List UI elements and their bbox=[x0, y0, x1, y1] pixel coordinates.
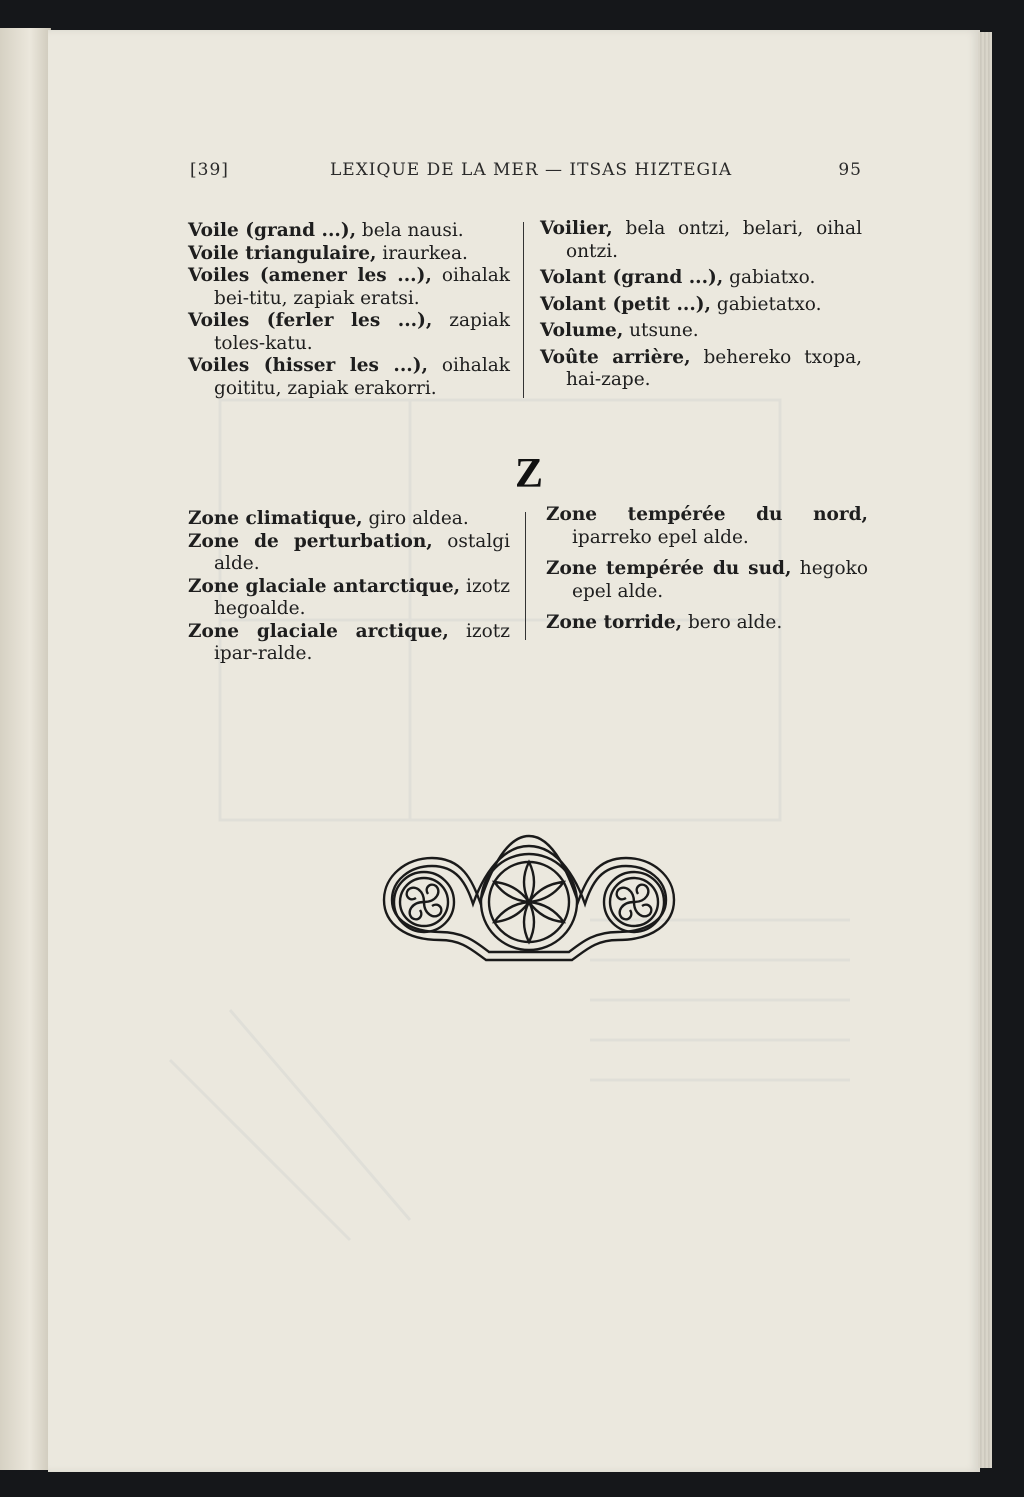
entry-term: Voiles (hisser les ...), bbox=[188, 355, 428, 376]
entry-term: Zone tempérée du nord, bbox=[546, 504, 868, 525]
entry-definition: izotz ipar-ralde. bbox=[214, 620, 510, 664]
entry-term: Zone de perturbation, bbox=[188, 530, 433, 552]
running-title: LEXIQUE DE LA MER — ITSAS HIZTEGIA bbox=[330, 160, 733, 180]
column-divider bbox=[525, 512, 526, 640]
entry-definition: zapiak toles-katu. bbox=[214, 310, 511, 354]
v-right-column bbox=[540, 218, 862, 392]
book-spine bbox=[0, 28, 51, 1470]
entry-definition: iraurkea. bbox=[376, 242, 468, 264]
entry bbox=[540, 320, 862, 343]
entry-term: Voiles (amener les ...), bbox=[188, 265, 432, 286]
section-letter: Z bbox=[515, 451, 544, 497]
entry bbox=[540, 218, 862, 263]
entry-term: Volume, bbox=[540, 320, 624, 341]
entry-definition: hegoko epel alde. bbox=[572, 558, 868, 602]
entry-definition: iparreko epel alde. bbox=[572, 526, 749, 548]
entry-term: Voûte arrière, bbox=[540, 346, 691, 368]
entry bbox=[188, 621, 510, 666]
entry bbox=[188, 576, 510, 621]
entry bbox=[188, 531, 510, 576]
entry-definition: izotz hegoalde. bbox=[214, 575, 511, 619]
entry bbox=[546, 504, 868, 549]
running-header bbox=[190, 160, 862, 184]
entry-definition: behereko txopa, hai-zape. bbox=[566, 346, 862, 390]
entry-definition: oihalak goititu, zapiak erakorri. bbox=[214, 355, 510, 399]
entry-term: Volant (petit ...), bbox=[540, 293, 711, 315]
column-divider bbox=[523, 222, 524, 398]
show-through-illustration bbox=[110, 360, 900, 1260]
entry bbox=[188, 355, 510, 400]
entry bbox=[188, 220, 510, 243]
entry-term: Zone tempérée du sud, bbox=[546, 558, 792, 579]
z-right-column bbox=[546, 504, 868, 635]
entry-term: Zone torride, bbox=[546, 612, 683, 633]
entry-definition: bela ontzi, belari, oihal ontzi. bbox=[566, 218, 862, 262]
entry-definition: utsune. bbox=[623, 320, 699, 341]
entry bbox=[188, 243, 510, 266]
entry-term: Voilier, bbox=[540, 218, 613, 239]
page-bracket: [39] bbox=[190, 160, 229, 180]
entry bbox=[540, 347, 862, 392]
entry bbox=[188, 310, 510, 355]
v-left-column bbox=[188, 220, 510, 400]
entry-definition: giro aldea. bbox=[362, 508, 469, 529]
entry-term: Volant (grand ...), bbox=[540, 267, 724, 288]
page-number: 95 bbox=[838, 160, 862, 180]
entry-definition: gabietatxo. bbox=[710, 293, 822, 315]
z-left-column bbox=[188, 508, 510, 666]
entry bbox=[546, 558, 868, 603]
entry-definition: ostalgi alde. bbox=[214, 530, 511, 574]
entry bbox=[540, 294, 862, 317]
entry bbox=[540, 267, 862, 290]
entry bbox=[188, 508, 510, 531]
entry-term: Voile (grand ...), bbox=[188, 220, 357, 241]
basque-lauburu-rosette-ornament-icon bbox=[376, 832, 682, 972]
entry-term: Zone glaciale antarctique, bbox=[188, 575, 461, 597]
entry bbox=[188, 265, 510, 310]
entry-term: Voiles (ferler les ...), bbox=[188, 310, 433, 331]
entry bbox=[546, 612, 868, 635]
entry-term: Zone glaciale arctique, bbox=[188, 620, 449, 642]
entry-definition: oihalak bei-titu, zapiak eratsi. bbox=[214, 265, 511, 309]
page-edge bbox=[978, 32, 992, 1468]
entry-definition: bero alde. bbox=[682, 612, 783, 633]
entry-term: Voile triangulaire, bbox=[188, 242, 377, 264]
entry-definition: gabiatxo. bbox=[723, 267, 816, 288]
entry-term: Zone climatique, bbox=[188, 508, 363, 529]
entry-definition: bela nausi. bbox=[356, 220, 464, 241]
